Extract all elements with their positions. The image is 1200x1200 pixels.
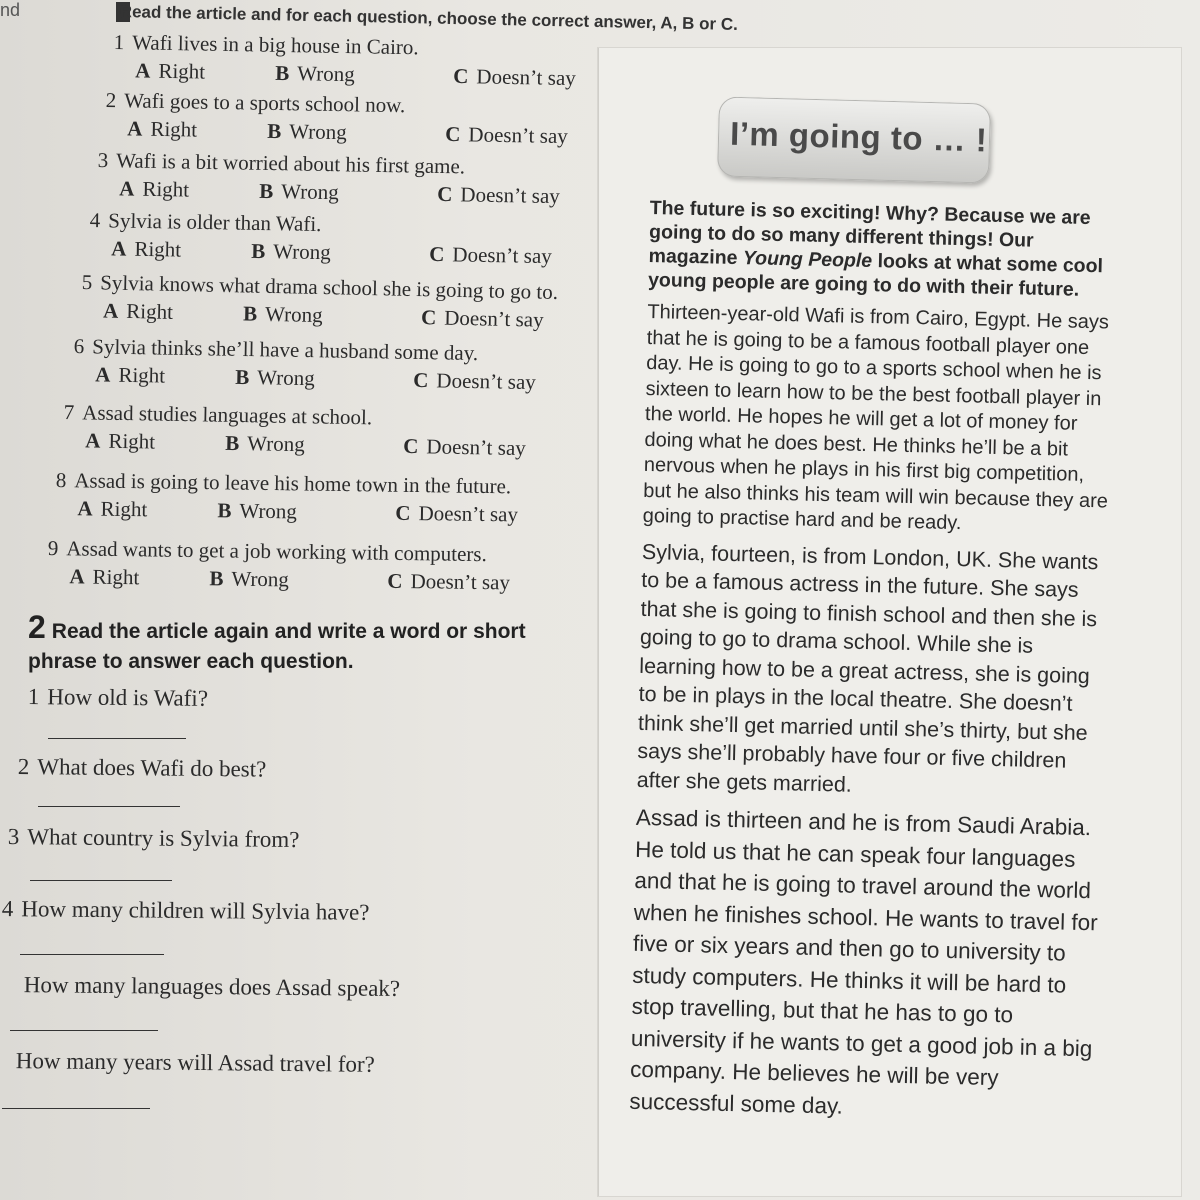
answer-blank[interactable]: [30, 880, 172, 881]
question-text: Sylvia is older than Wafi.: [108, 208, 322, 237]
answer-blank[interactable]: [2, 1108, 150, 1109]
option-letter: A: [69, 564, 85, 589]
option-a[interactable]: [77, 496, 147, 522]
option-letter: A: [102, 298, 119, 323]
question-number: 9: [47, 536, 59, 561]
option-c[interactable]: [437, 182, 560, 209]
question-text: Wafi goes to a sports school now.: [124, 88, 406, 118]
article-body: [629, 196, 1120, 1127]
short-question-4: [2, 896, 370, 926]
question-number: 2: [105, 88, 117, 113]
short-question-3: [8, 824, 300, 853]
corner-text: nd: [0, 0, 21, 20]
option-b[interactable]: [225, 431, 305, 457]
option-label: Wrong: [257, 365, 315, 391]
option-label: Wrong: [247, 431, 305, 457]
question-stem: [98, 148, 466, 179]
option-letter: A: [111, 236, 127, 261]
option-letter: B: [275, 60, 290, 86]
option-c[interactable]: [387, 569, 510, 596]
option-b[interactable]: [235, 365, 315, 391]
option-label: Wrong: [297, 61, 355, 87]
option-letter: C: [445, 121, 461, 147]
question-stem: [90, 208, 322, 237]
option-c[interactable]: [429, 242, 552, 269]
question-number: 4: [89, 208, 101, 233]
answer-options: [85, 428, 585, 465]
short-question-text: What country is Sylvia from?: [27, 824, 300, 853]
option-letter: B: [225, 430, 240, 456]
answer-blank[interactable]: [48, 738, 186, 739]
option-letter: B: [267, 118, 282, 144]
question-text: Assad is going to leave his home town in the future.: [74, 468, 512, 499]
question-stem: [56, 468, 512, 499]
option-label: Right: [150, 116, 198, 142]
option-b[interactable]: [267, 119, 347, 145]
option-letter: C: [413, 367, 429, 393]
option-letter: A: [95, 362, 111, 387]
answer-options: [111, 236, 611, 273]
article-title: I’m going to … !: [729, 114, 988, 159]
option-c[interactable]: [421, 305, 544, 333]
option-label: Wrong: [239, 498, 298, 524]
short-question-6: [8, 1048, 375, 1078]
option-label: Right: [108, 428, 156, 454]
option-a[interactable]: [127, 116, 197, 142]
question-text: Assad wants to get a job working with computers.: [66, 536, 487, 567]
question-text: Sylvia thinks she’ll have a husband some day.: [92, 334, 479, 366]
answer-options: [95, 362, 595, 399]
option-label: Wrong: [231, 566, 290, 592]
option-label: Doesn’t say: [418, 501, 519, 527]
option-label: Right: [118, 362, 166, 388]
option-b[interactable]: [217, 498, 297, 524]
option-letter: A: [119, 176, 135, 201]
option-label: Doesn’t say: [410, 569, 511, 595]
short-question-number: 2: [17, 754, 30, 780]
question-stem: [48, 536, 487, 567]
option-b[interactable]: [209, 566, 289, 592]
short-question-text: How many years will Assad travel for?: [15, 1048, 375, 1077]
option-a[interactable]: [103, 298, 173, 324]
option-label: Right: [100, 496, 148, 522]
short-question-1: [28, 684, 208, 712]
option-b[interactable]: [275, 61, 355, 87]
question-text: Sylvia knows what drama school she is going to go to.: [99, 270, 559, 304]
option-a[interactable]: [111, 236, 181, 262]
option-label: Wrong: [281, 179, 339, 205]
question-number: 6: [73, 334, 85, 359]
answer-options: [127, 116, 627, 153]
question-stem: [64, 400, 373, 430]
short-question-number: 1: [27, 684, 40, 710]
option-letter: B: [251, 238, 266, 264]
short-question-text: What does Wafi do best?: [37, 754, 267, 782]
option-label: Right: [158, 58, 206, 84]
option-b[interactable]: [259, 179, 339, 205]
question-number: 7: [63, 400, 75, 425]
question-number: 3: [97, 148, 109, 173]
option-label: Doesn’t say: [426, 434, 526, 461]
option-a[interactable]: [69, 564, 139, 590]
short-question-text: How many children will Sylvia have?: [21, 896, 370, 925]
option-c[interactable]: [395, 501, 518, 528]
option-a[interactable]: [119, 176, 189, 202]
option-label: Doesn’t say: [460, 182, 560, 209]
option-label: Wrong: [264, 301, 323, 328]
question-stem: [114, 30, 419, 60]
article-paragraph-sylvia: Sylvia, fourteen, is from London, UK. She wants to be a famous actress in the future. She says that she is going to finish school and then she is going to go to drama school. While she is learning how to be a great actress, she is going to be in plays in the local theatre. She doesn’t think she’ll get married until she’s thirty, but she says she’ll probably have four or five children after she gets married.: [636, 539, 1099, 797]
question-text: Wafi is a bit worried about his first game.: [116, 148, 466, 179]
answer-blank[interactable]: [20, 954, 164, 955]
answer-options: [119, 176, 619, 213]
option-label: Right: [126, 298, 174, 324]
option-label: Right: [134, 236, 182, 262]
short-question-number: 3: [7, 824, 20, 850]
option-letter: C: [453, 63, 469, 89]
question-number: 8: [55, 468, 67, 493]
question-text: Wafi lives in a big house in Cairo.: [132, 30, 419, 60]
exercise-2-instruction-line-2: phrase to answer each question.: [28, 650, 354, 673]
option-b[interactable]: [251, 239, 331, 265]
option-label: Right: [142, 176, 190, 202]
article-paragraph-wafi: Thirteen-year-old Wafi is from Cairo, Egypt. He says that he is going to be a famous football player one day. He is going to go to a sports school when he is sixteen to learn how to be the best football player in the world. He hopes he will get a lot of money for doing what he does best. He thinks he’ll be a bit nervous when he plays in his first big competition, but he also thinks his team will win because they are going to practise hard and be ready.: [642, 300, 1110, 535]
option-letter: C: [429, 241, 445, 267]
short-question-text: How many languages does Assad speak?: [23, 972, 401, 1002]
option-a[interactable]: [135, 58, 205, 84]
option-letter: A: [127, 116, 143, 141]
article-title-badge: [717, 96, 991, 183]
option-label: Right: [92, 564, 140, 590]
option-c[interactable]: [445, 122, 568, 149]
option-letter: B: [209, 566, 224, 591]
option-c[interactable]: [453, 64, 576, 91]
exercise-2-instruction-line-1: Read the article again and write a word or short: [51, 620, 526, 643]
option-letter: C: [420, 305, 437, 330]
option-letter: B: [217, 498, 232, 523]
short-question-number: 4: [1, 896, 14, 922]
option-label: Doesn’t say: [476, 64, 576, 91]
option-letter: C: [403, 433, 419, 459]
article-paragraph-assad: Assad is thirteen and he is from Saudi Arabia. He told us that he can speak four languages and that he is going to travel around the world when he finishes school. He wants to travel for five or six years and then go to university to study computers. He thinks it will be hard to stop travelling, but that he has to go to university if he wants to get a good job in a big company. He believes he will be very successful some day.: [629, 804, 1098, 1119]
answer-options: [77, 496, 577, 531]
option-letter: B: [235, 364, 250, 390]
question-number: 5: [81, 270, 93, 295]
answer-blank[interactable]: [10, 1030, 158, 1031]
short-question-text: How old is Wafi?: [47, 684, 209, 711]
option-b[interactable]: [243, 301, 323, 328]
option-label: Doesn’t say: [468, 122, 568, 149]
magazine-name: Young People: [742, 247, 873, 273]
option-letter: A: [77, 496, 93, 521]
option-label: Doesn’t say: [444, 305, 544, 332]
article-intro: The future is so exciting! Why? Because we are going to do so many different things! Our magazine Young People looks at what some cool young people are going to do with their future.: [647, 196, 1104, 301]
question-stem: [106, 88, 406, 118]
exercise-2-number: 2: [28, 609, 46, 645]
option-c[interactable]: [403, 434, 526, 461]
option-letter: A: [85, 428, 101, 453]
short-question-2: [18, 754, 267, 783]
option-label: Doesn’t say: [452, 242, 552, 269]
option-a[interactable]: [85, 428, 155, 454]
exercise-1-instruction: Read the article and for each question, choose the correct answer, A, B or C.: [119, 2, 739, 34]
answer-options: [69, 564, 569, 599]
option-letter: B: [242, 301, 258, 326]
option-a[interactable]: [95, 362, 165, 388]
option-letter: B: [259, 178, 274, 204]
option-label: Wrong: [289, 119, 347, 145]
short-question-5: [16, 972, 400, 1002]
question-stem: [74, 334, 479, 366]
option-letter: C: [387, 568, 403, 593]
exercise-2-instruction: [28, 609, 526, 677]
option-letter: C: [437, 181, 453, 207]
option-letter: C: [395, 500, 411, 525]
option-c[interactable]: [413, 368, 536, 395]
option-label: Wrong: [273, 239, 331, 265]
answer-blank[interactable]: [38, 806, 180, 807]
option-letter: A: [135, 58, 151, 83]
option-label: Doesn’t say: [436, 368, 536, 395]
question-text: Assad studies languages at school.: [82, 400, 373, 430]
question-number: 1: [113, 30, 125, 55]
